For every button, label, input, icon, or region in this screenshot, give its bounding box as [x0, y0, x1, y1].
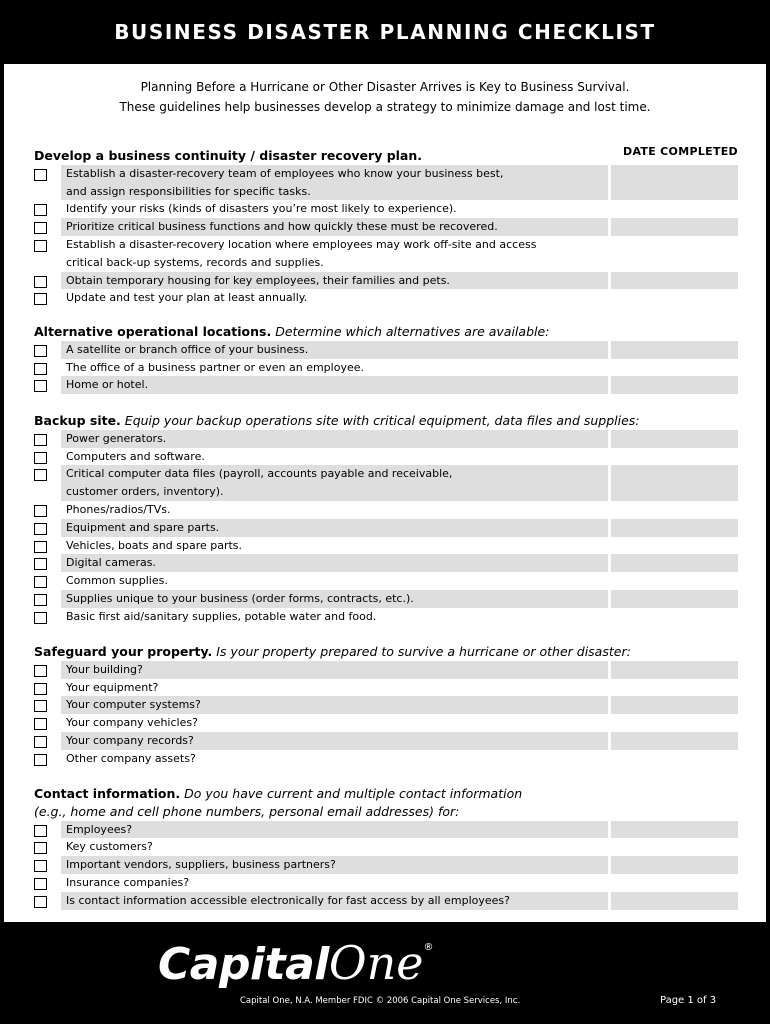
checklist-item-text [61, 821, 608, 839]
checkbox[interactable] [34, 240, 47, 252]
checkbox[interactable] [34, 452, 47, 464]
checklist-item-line: Your equipment? [66, 680, 159, 694]
date-completed-field[interactable] [611, 430, 738, 448]
checkbox[interactable] [34, 718, 47, 730]
checkbox[interactable] [34, 825, 47, 837]
checklist-item-text [61, 218, 608, 236]
date-completed-field[interactable] [611, 821, 738, 839]
checklist-item-text [61, 236, 608, 272]
checklist-item-line: Your company records? [66, 734, 194, 747]
checklist-item-text [61, 732, 608, 750]
checklist-item-text [61, 430, 608, 448]
section-subtitle: Equip your backup operations site with critical equipment, data files and supplies: [124, 413, 640, 428]
checklist-item [34, 590, 738, 608]
checkbox[interactable] [34, 576, 47, 588]
checkbox[interactable] [34, 612, 47, 624]
date-completed-field[interactable] [611, 236, 738, 272]
checklist-item-text [61, 537, 608, 555]
checklist-item-line: Is contact information accessible electronically for fast access by all employees? [66, 893, 510, 907]
checklist-item [34, 359, 738, 377]
checklist-item-line: Vehicles, boats and spare parts. [66, 538, 243, 552]
section-subtitle: Determine which alternatives are available: [275, 324, 550, 339]
checklist-item [34, 554, 738, 572]
checklist-item [34, 732, 738, 750]
date-completed-field[interactable] [611, 608, 738, 626]
section-title: Contact information. [34, 786, 181, 801]
date-completed-field[interactable] [611, 572, 738, 590]
date-completed-field[interactable] [611, 359, 738, 377]
section-subtitle: Do you have current and multiple contact information [184, 786, 523, 801]
checklist-item-text [61, 608, 608, 626]
checklist-item [34, 448, 738, 466]
checkbox[interactable] [34, 594, 47, 606]
capital-one-logo [158, 936, 608, 988]
checklist-item [34, 572, 738, 590]
checklist-item [34, 519, 738, 537]
date-completed-field[interactable] [611, 537, 738, 555]
section-title: Safeguard your property. [34, 644, 213, 659]
section-heading [34, 147, 734, 165]
checkbox[interactable] [34, 380, 47, 392]
section-title: Develop a business continuity / disaster recovery plan. [34, 148, 423, 163]
date-completed-field[interactable] [611, 519, 738, 537]
section-title: Backup site. [34, 413, 121, 428]
checklist-item-line: critical back-up systems, records and supplies. [66, 256, 324, 269]
checklist-item-text [61, 590, 608, 608]
footer [0, 922, 770, 1024]
checklist-item-line: Other company assets? [66, 751, 196, 765]
date-completed-field[interactable] [611, 892, 738, 910]
title-bar [0, 0, 770, 64]
checkbox[interactable] [34, 736, 47, 748]
checklist-item-text [61, 359, 608, 377]
checklist-item [34, 661, 738, 679]
checklist-item-line: Establish a disaster-recovery location where employees may work off-site and access [66, 238, 537, 251]
checklist-item-text [61, 376, 608, 394]
checklist-item-text [61, 838, 608, 856]
checklist-item-text [61, 661, 608, 679]
checkbox[interactable] [34, 505, 47, 517]
checklist-item-line: Your computer systems? [66, 698, 201, 712]
checklist-item [34, 165, 738, 201]
date-completed-field[interactable] [611, 289, 738, 307]
checkbox[interactable] [34, 878, 47, 890]
checklist-item-text [61, 874, 608, 892]
section-heading [34, 323, 734, 341]
date-completed-header: DATE COMPLETED [623, 145, 738, 158]
checklist-item-line: Prioritize critical business functions and how quickly these must be recovered. [66, 220, 498, 234]
intro-line-1: Planning Before a Hurricane or Other Disaster Arrives is Key to Business Survival. [140, 80, 630, 94]
date-completed-field[interactable] [611, 165, 738, 201]
checklist-item [34, 838, 738, 856]
section-subtitle: Is your property prepared to survive a hurricane or other disaster: [216, 644, 631, 659]
checklist-item [34, 714, 738, 732]
checklist-item-line: Phones/radios/TVs. [66, 503, 171, 516]
checklist-item-line: Computers and software. [66, 449, 205, 463]
checklist-item [34, 289, 738, 307]
date-completed-field[interactable] [611, 838, 738, 856]
checklist-item-line: Establish a disaster-recovery team of employees who know your business best, [66, 166, 504, 180]
section-heading [34, 785, 734, 803]
checklist-item-text [61, 679, 608, 697]
checkbox[interactable] [34, 293, 47, 305]
checklist-item [34, 341, 738, 359]
checklist-item-line: Your building? [66, 662, 143, 676]
intro [4, 77, 766, 117]
checkbox[interactable] [34, 558, 47, 570]
checkbox[interactable] [34, 754, 47, 766]
section-heading [34, 643, 734, 661]
checkbox[interactable] [34, 541, 47, 553]
checkbox[interactable] [34, 896, 47, 908]
checkbox[interactable] [34, 363, 47, 375]
page-number: Page 1 of 3 [660, 995, 717, 1006]
checklist-item [34, 200, 738, 218]
checklist-item-text [61, 714, 608, 732]
checklist-item-text [61, 856, 608, 874]
checklist-item-line: Obtain temporary housing for key employees, their families and pets. [66, 273, 450, 287]
checkbox[interactable] [34, 276, 47, 288]
section-subtitle-line-2: (e.g., home and cell phone numbers, personal email addresses) for: [34, 803, 460, 819]
checklist-item-text [61, 696, 608, 714]
checklist-item-line: Key customers? [66, 840, 153, 854]
checkbox[interactable] [34, 345, 47, 357]
date-completed-field[interactable] [611, 590, 738, 608]
date-completed-field[interactable] [611, 750, 738, 768]
checkbox[interactable] [34, 665, 47, 677]
checklist-item-line: Employees? [66, 822, 133, 836]
page-title: BUSINESS DISASTER PLANNING CHECKLIST [114, 20, 656, 44]
date-completed-field[interactable] [611, 714, 738, 732]
checklist-item-line: Update and test your plan at least annually. [66, 291, 308, 305]
checklist-item-text [61, 272, 608, 290]
checklist-item-text [61, 289, 608, 307]
checklist-item [34, 218, 738, 236]
checklist-item [34, 537, 738, 555]
checklist-item-text [61, 465, 608, 501]
checklist-item-line: Insurance companies? [66, 876, 190, 889]
checklist-item [34, 272, 738, 290]
section-title: Alternative operational locations. [34, 324, 272, 339]
section-heading [34, 412, 734, 430]
checklist-item [34, 856, 738, 874]
checkbox[interactable] [34, 222, 47, 234]
checkbox[interactable] [34, 434, 47, 446]
checklist-item [34, 679, 738, 697]
date-completed-field[interactable] [611, 448, 738, 466]
checkbox[interactable] [34, 860, 47, 872]
checklist-item-text [61, 501, 608, 519]
checklist-item-line: Common supplies. [66, 574, 168, 588]
checklist-page [4, 64, 766, 922]
date-completed-field[interactable] [611, 376, 738, 394]
checklist-item-line: customer orders, inventory). [66, 485, 224, 499]
checklist-item-line: A satellite or branch office of your business. [66, 342, 309, 356]
checklist-item-line: Supplies unique to your business (order forms, contracts, etc.). [66, 592, 414, 605]
date-completed-field[interactable] [611, 272, 738, 290]
date-completed-field[interactable] [611, 218, 738, 236]
section-subtitle-continued [34, 803, 734, 821]
date-completed-field[interactable] [611, 732, 738, 750]
checklist-item [34, 465, 738, 501]
checklist-item [34, 236, 738, 272]
checklist-item [34, 696, 738, 714]
logo-one: One [328, 936, 424, 990]
checklist-item-text [61, 448, 608, 466]
checklist-item-text [61, 519, 608, 537]
intro-line-2: These guidelines help businesses develop a strategy to minimize damage and lost time. [119, 100, 651, 114]
checklist-item [34, 376, 738, 394]
checkbox[interactable] [34, 683, 47, 695]
checklist-item-line: and assign responsibilities for specific tasks. [66, 184, 311, 198]
checklist-item-line: Equipment and spare parts. [66, 520, 220, 534]
checklist-item-line: Digital cameras. [66, 556, 156, 570]
checklist-item [34, 608, 738, 626]
logo-registered: ® [423, 942, 434, 953]
checklist-item-text [61, 750, 608, 768]
date-completed-field[interactable] [611, 679, 738, 697]
logo-capital: Capital [158, 939, 329, 990]
checkbox[interactable] [34, 700, 47, 712]
checklist-item [34, 874, 738, 892]
legal-text: Capital One, N.A. Member FDIC © 2006 Capital One Services, Inc. [240, 996, 521, 1006]
checklist-item-text [61, 200, 608, 218]
date-completed-field[interactable] [611, 554, 738, 572]
date-completed-field[interactable] [611, 856, 738, 874]
date-completed-field[interactable] [611, 200, 738, 218]
checklist-item-line: Basic first aid/sanitary supplies, potable water and food. [66, 609, 377, 623]
checkbox[interactable] [34, 204, 47, 216]
checklist-item [34, 501, 738, 519]
checklist-item-text [61, 341, 608, 359]
checklist-item-line: Power generators. [66, 431, 167, 445]
date-completed-field[interactable] [611, 696, 738, 714]
checklist-item-text [61, 892, 608, 910]
checkbox[interactable] [34, 523, 47, 535]
checkbox[interactable] [34, 469, 47, 481]
checklist-item [34, 750, 738, 768]
date-completed-field[interactable] [611, 465, 738, 501]
checklist-item-line: Identify your risks (kinds of disasters you’re most likely to experience). [66, 202, 457, 216]
checklist-item [34, 430, 738, 448]
checklist-item-text [61, 165, 608, 201]
checklist-item-line: Your company vehicles? [66, 716, 198, 730]
checklist-item-line: Critical computer data files (payroll, accounts payable and receivable, [66, 467, 453, 481]
checklist-item-text [61, 554, 608, 572]
checkbox[interactable] [34, 169, 47, 181]
checkbox[interactable] [34, 842, 47, 854]
date-completed-field[interactable] [611, 501, 738, 519]
date-completed-field[interactable] [611, 341, 738, 359]
checklist-item-text [61, 572, 608, 590]
date-completed-field[interactable] [611, 874, 738, 892]
checklist-item-line: Important vendors, suppliers, business partners? [66, 858, 336, 872]
checklist-item-line: The office of a business partner or even an employee. [66, 360, 364, 374]
checklist-item [34, 821, 738, 839]
date-completed-field[interactable] [611, 661, 738, 679]
checklist-item-line: Home or hotel. [66, 378, 149, 392]
checklist-item [34, 892, 738, 910]
